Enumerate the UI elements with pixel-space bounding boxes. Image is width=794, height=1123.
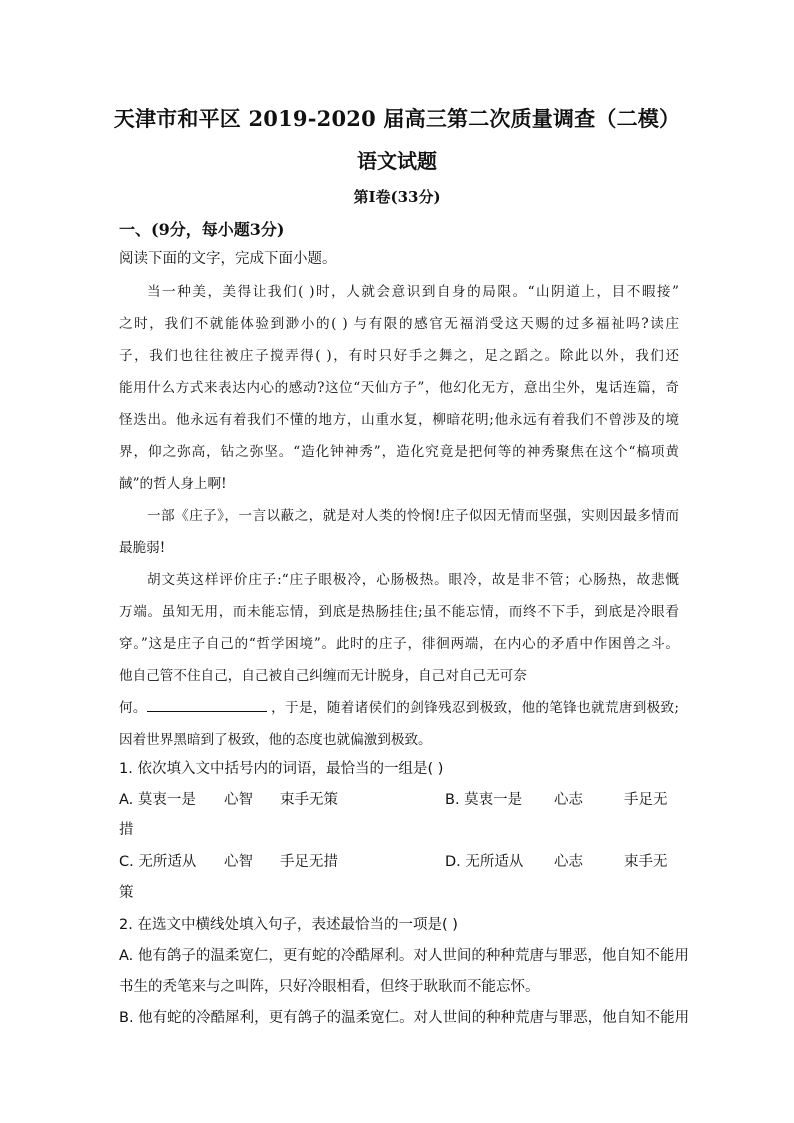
passage-line: 因着世界黑暗到了极致，他的态度也就偏激到极致。 xyxy=(119,732,432,748)
option-word: 莫衷一是 xyxy=(464,792,523,808)
passage-line: 最脆弱! xyxy=(119,540,166,556)
passage-line: 怪迭出。他永远有着我们不懂的地方，山重水复，柳暗花明;他永远有着我们不曾涉及的境 xyxy=(119,412,679,428)
q1-option-b-word3: 手足无 xyxy=(624,792,668,808)
exam-subtitle: 语文试题 xyxy=(357,149,437,173)
option-letter: B. xyxy=(445,792,460,808)
q1-option-b-wrap: 措 xyxy=(119,822,134,838)
blank-prefix: 何。 xyxy=(119,700,147,716)
q2-option-a-line1: A. 他有鸽子的温柔宽仁，更有蛇的冷酷犀利。对人世间的种种荒唐与罪恶，他自知不能用 xyxy=(119,948,689,964)
q1-option-d-word2: 心志 xyxy=(554,854,583,870)
option-word: 无所适从 xyxy=(465,854,524,870)
fill-blank xyxy=(147,698,267,712)
passage-line: 能用什么方式来表达内心的感动?这位“天仙方子”，他幻化无方，意出尘外，鬼话连篇，奇 xyxy=(119,380,679,396)
exam-title: 天津市和平区 2019-2020 届高三第二次质量调查（二模） xyxy=(113,106,681,131)
volume-label: 第Ⅰ卷(33分) xyxy=(353,188,441,206)
blank-suffix: ，于是，随着诸侯们的剑锋残忍到极致，他的笔锋也就荒唐到极致; xyxy=(270,700,680,716)
question-2-stem: 2. 在选文中横线处填入句子，表述最恰当的一项是( ) xyxy=(119,917,458,933)
option-letter: C. xyxy=(119,854,134,870)
option-letter: D. xyxy=(445,854,461,870)
option-word: 无所适从 xyxy=(138,854,197,870)
passage-line: 界，仰之弥高，钻之弥坚。“造化钟神秀”，造化究竟是把何等的神秀聚焦在这个“槁项黄 xyxy=(119,444,679,460)
passage-line: 一部《庄子》，一言以蔽之，就是对人类的怜悯!庄子似因无情而坚强，实则因最多情而 xyxy=(147,508,679,524)
passage-line: 万端。虽知无用，而未能忘情，到底是热肠挂住;虽不能忘情，而终不下手，到底是冷眼看 xyxy=(119,604,679,620)
option-letter: A. xyxy=(119,792,134,808)
passage-line: 子，我们也往往被庄子搅弄得( )，有时只好手之舞之，足之蹈之。除此以外，我们还 xyxy=(119,348,679,364)
passage-line: 之时，我们不就能体验到渺小的( ) 与有限的感官无福消受这天赐的过多福祉吗?读庄 xyxy=(119,316,679,332)
passage-line: 当一种美，美得让我们( )时，人就会意识到自身的局限。“山阴道上，目不暇接” xyxy=(147,284,679,300)
q1-option-c xyxy=(119,850,196,871)
question-1-stem: 1. 依次填入文中括号内的词语，最恰当的一组是( ) xyxy=(119,761,444,777)
passage-line: 胡文英这样评价庄子:“庄子眼极冷，心肠极热。眼冷，故是非不管；心肠热，故悲慨 xyxy=(147,572,679,588)
passage-line: 穿。”这是庄子自己的“哲学困境”。此时的庄子，徘徊两端，在内心的矛盾中作困兽之斗。 xyxy=(119,636,679,652)
q1-option-a-word2: 心智 xyxy=(224,792,253,808)
passage-line: 馘”的哲人身上啊! xyxy=(119,476,227,492)
q1-option-a xyxy=(119,788,196,809)
q1-option-d-word3: 束手无 xyxy=(624,854,668,870)
q1-option-d xyxy=(445,850,523,871)
q1-option-d-wrap: 策 xyxy=(119,885,134,901)
passage-blank-line xyxy=(119,696,679,716)
q1-option-b-word2: 心志 xyxy=(554,792,583,808)
section-instruction: 阅读下面的文字，完成下面小题。 xyxy=(119,251,337,267)
q1-option-b xyxy=(445,788,522,809)
q2-option-b-line1: B. 他有蛇的冷酷犀利，更有鸽子的温柔宽仁。对人世间的种种荒唐与罪恶，他自知不能用 xyxy=(119,1010,690,1026)
q1-option-a-word3: 束手无策 xyxy=(280,792,338,808)
passage-line: 他自己管不住自己，自己被自己纠缠而无计脱身，自己对自己无可奈 xyxy=(119,668,527,684)
option-word: 莫衷一是 xyxy=(137,792,196,808)
section-heading: 一、(9分，每小题3分) xyxy=(119,220,285,239)
q2-option-a-line2: 书生的秃笔来与之叫阵，只好冷眼相看，但终于耿耿而不能忘怀。 xyxy=(119,979,540,995)
q1-option-c-word3: 手足无措 xyxy=(280,854,338,870)
q1-option-c-word2: 心智 xyxy=(224,854,253,870)
